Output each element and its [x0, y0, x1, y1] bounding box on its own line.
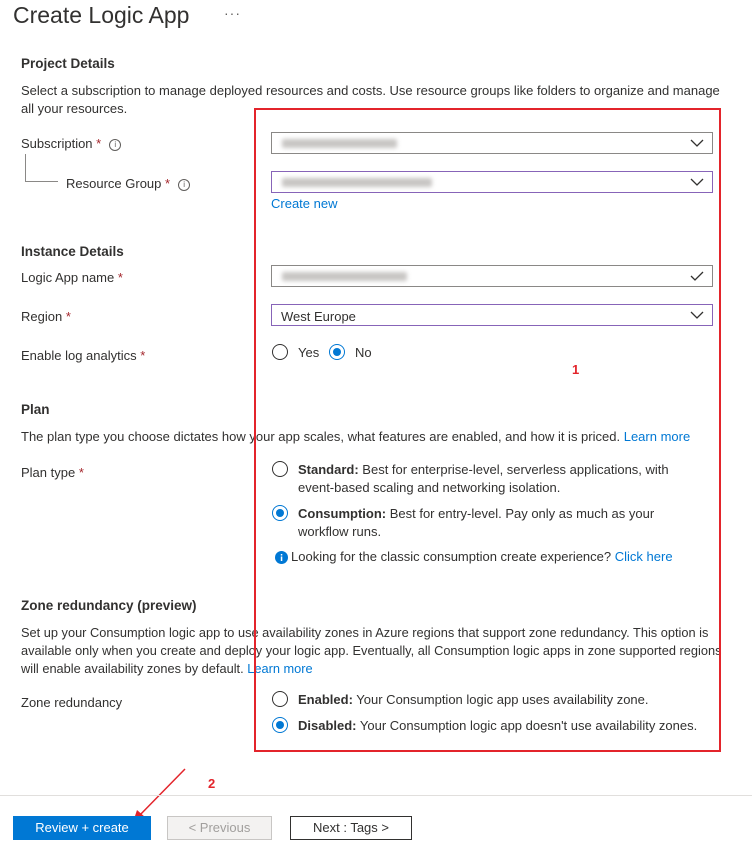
required-marker: * — [78, 465, 84, 480]
required-marker: * — [65, 309, 71, 324]
plan-consumption-label: Consumption: Best for entry-level. Pay only as much as your workflow runs. — [298, 506, 655, 539]
project-details-description: Select a subscription to manage deployed resources and costs. Use resource groups like folders to organize and manage all your resources. — [21, 83, 720, 116]
click-here-link[interactable]: Click here — [614, 549, 673, 564]
zone-redundancy-description: Set up your Consumption logic app to use availability zones in Azure regions that support zone redundancy. This option is available only when you create and deploy your logic app. Eventually, all Consumption logic apps in zone supported regions will enable availability zones by default. Learn more — [21, 625, 722, 676]
annotation-label-2: 2 — [208, 776, 216, 791]
more-options-icon[interactable]: ··· — [224, 5, 241, 21]
review-create-button[interactable]: Review + create — [13, 816, 151, 840]
plan-heading: Plan — [21, 402, 50, 417]
classic-experience-text: Looking for the classic consumption create experience? Click here — [291, 549, 673, 564]
next-tags-button[interactable]: Next : Tags > — [290, 816, 412, 840]
plan-description: The plan type you choose dictates how your app scales, what features are enabled, and how it is priced. Learn more — [21, 429, 691, 444]
info-icon[interactable]: i — [109, 139, 121, 151]
log-analytics-no-label: No — [355, 345, 372, 360]
zone-enabled-label: Enabled: Your Consumption logic app uses availability zone. — [298, 692, 649, 707]
project-details-heading: Project Details — [21, 56, 115, 71]
instance-details-heading: Instance Details — [21, 244, 124, 259]
footer-divider — [0, 795, 752, 796]
plan-standard-label: Standard: Best for enterprise-level, serverless applications, with event-based scaling and networking isolation. — [298, 462, 669, 495]
page-title: Create Logic App — [13, 2, 190, 28]
highlight-box — [254, 108, 721, 752]
zone-disabled-label: Disabled: Your Consumption logic app doesn't use availability zones. — [298, 718, 698, 733]
info-icon[interactable]: i — [178, 179, 190, 191]
plan-learn-more-link[interactable]: Learn more — [623, 429, 691, 444]
region-value: West Europe — [281, 309, 356, 324]
required-marker: * — [117, 270, 123, 285]
annotation-label-1: 1 — [572, 362, 580, 377]
previous-button[interactable]: < Previous — [167, 816, 272, 840]
create-new-link[interactable]: Create new — [271, 196, 338, 211]
enable-log-analytics-label: Enable log analytics * — [21, 348, 146, 363]
logic-app-name-label: Logic App name * — [21, 270, 123, 285]
log-analytics-yes-label: Yes — [298, 345, 320, 360]
subscription-label: Subscription * i — [21, 136, 121, 151]
resource-group-label: Resource Group * i — [66, 176, 190, 191]
required-marker: * — [96, 136, 102, 151]
plan-type-label: Plan type * — [21, 465, 84, 480]
required-marker: * — [140, 348, 146, 363]
zone-redundancy-heading: Zone redundancy (preview) — [21, 598, 197, 613]
zone-redundancy-label: Zone redundancy — [21, 695, 123, 710]
region-label: Region * — [21, 309, 71, 324]
required-marker: * — [165, 176, 171, 191]
zone-learn-more-link[interactable]: Learn more — [247, 661, 313, 676]
tree-connector — [25, 154, 58, 182]
